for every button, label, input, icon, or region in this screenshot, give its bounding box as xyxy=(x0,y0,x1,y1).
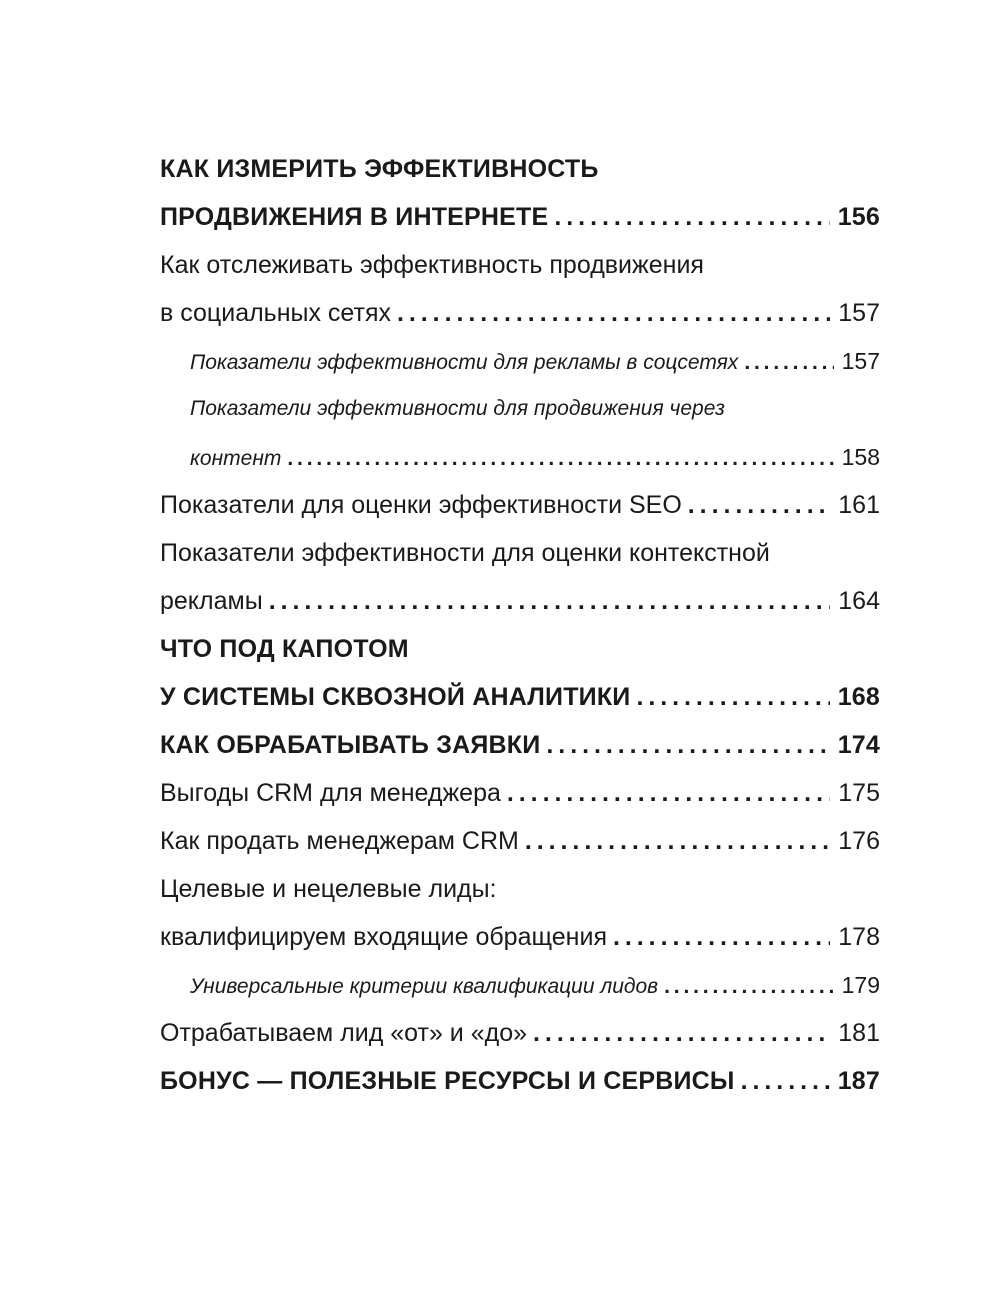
toc-entry xyxy=(160,769,880,817)
toc-entry-title-line: КАК ОБРАБАТЫВАТЬ ЗАЯВКИ xyxy=(160,731,541,759)
dot-leader xyxy=(688,481,831,529)
dot-leader xyxy=(287,435,833,483)
toc-page-number: 168 xyxy=(837,683,880,711)
toc-entry-title-line: Показатели эффективности для рекламы в соцсетях xyxy=(190,351,739,374)
dot-leader xyxy=(507,769,830,817)
dot-leader xyxy=(554,193,829,241)
toc-entry-title-line: У СИСТЕМЫ СКВОЗНОЙ АНАЛИТИКИ xyxy=(160,683,631,711)
toc-entry xyxy=(160,865,880,961)
toc-entry xyxy=(160,241,880,337)
dot-leader xyxy=(269,577,831,625)
dot-leader xyxy=(636,673,829,721)
toc-entry xyxy=(160,1009,880,1057)
dot-leader xyxy=(546,721,829,769)
dot-leader xyxy=(397,289,830,337)
toc-entry-title-line: Целевые и нецелевые лиды: xyxy=(160,875,497,903)
toc-entry xyxy=(160,529,880,625)
toc-entry xyxy=(160,481,880,529)
toc-page-number: 176 xyxy=(838,827,880,855)
toc-entry-title-line: контент xyxy=(190,447,282,470)
toc-page-number: 178 xyxy=(838,923,880,951)
toc-entry xyxy=(160,337,880,385)
toc-entry-title-line: Как продать менеджерам CRM xyxy=(160,827,519,855)
toc-entry-title-line: в социальных сетях xyxy=(160,299,391,327)
dot-leader xyxy=(741,1057,830,1105)
toc-entry xyxy=(160,1057,880,1105)
dot-leader xyxy=(533,1009,830,1057)
toc-entry-title-line: ПРОДВИЖЕНИЯ В ИНТЕРНЕТЕ xyxy=(160,203,549,231)
toc-page-number: 161 xyxy=(838,491,880,519)
toc-entry-title-line: Показатели эффективности для оценки контекстной xyxy=(160,539,770,567)
toc-page-number: 179 xyxy=(841,972,880,998)
toc-entry-title-line: рекламы xyxy=(160,587,263,615)
toc-page-number: 187 xyxy=(837,1067,880,1095)
toc-entry-title-line: Как отслеживать эффективность продвижения xyxy=(160,251,704,279)
dot-leader xyxy=(525,817,830,865)
toc-entry xyxy=(160,817,880,865)
toc-entry-title-line: Выгоды CRM для менеджера xyxy=(160,779,501,807)
dot-leader xyxy=(613,913,830,961)
toc-entry xyxy=(160,145,880,241)
toc-entry-title-line: Отрабатываем лид «от» и «до» xyxy=(160,1019,528,1047)
dot-leader xyxy=(664,963,834,1011)
toc-entry xyxy=(160,625,880,721)
toc-page-number: 164 xyxy=(838,587,880,615)
toc-page-number: 181 xyxy=(838,1019,880,1047)
toc-entry-title-line: квалифицируем входящие обращения xyxy=(160,923,607,951)
toc-page-number: 175 xyxy=(838,779,880,807)
toc-entry-title-line: ЧТО ПОД КАПОТОМ xyxy=(160,635,409,663)
toc-entry xyxy=(160,385,880,481)
toc-entry-title-line: БОНУС — ПОЛЕЗНЫЕ РЕСУРСЫ И СЕРВИСЫ xyxy=(160,1067,735,1095)
toc-page-number: 157 xyxy=(841,348,880,374)
toc-page-number: 157 xyxy=(838,299,880,327)
toc-entry-title-line: Показатели эффективности для продвижения через xyxy=(190,397,725,420)
toc-entry-title-line: Показатели для оценки эффективности SEO xyxy=(160,491,682,519)
toc-entry xyxy=(160,961,880,1009)
toc-page-number: 158 xyxy=(841,444,880,470)
toc-page-number: 156 xyxy=(837,203,880,231)
toc-entry-title-line: Универсальные критерии квалификации лидов xyxy=(190,975,659,998)
table-of-contents xyxy=(160,145,880,1105)
toc-entry xyxy=(160,721,880,769)
toc-entry-title-line: КАК ИЗМЕРИТЬ ЭФФЕКТИВНОСТЬ xyxy=(160,155,599,183)
dot-leader xyxy=(744,339,833,387)
toc-page-number: 174 xyxy=(837,731,880,759)
